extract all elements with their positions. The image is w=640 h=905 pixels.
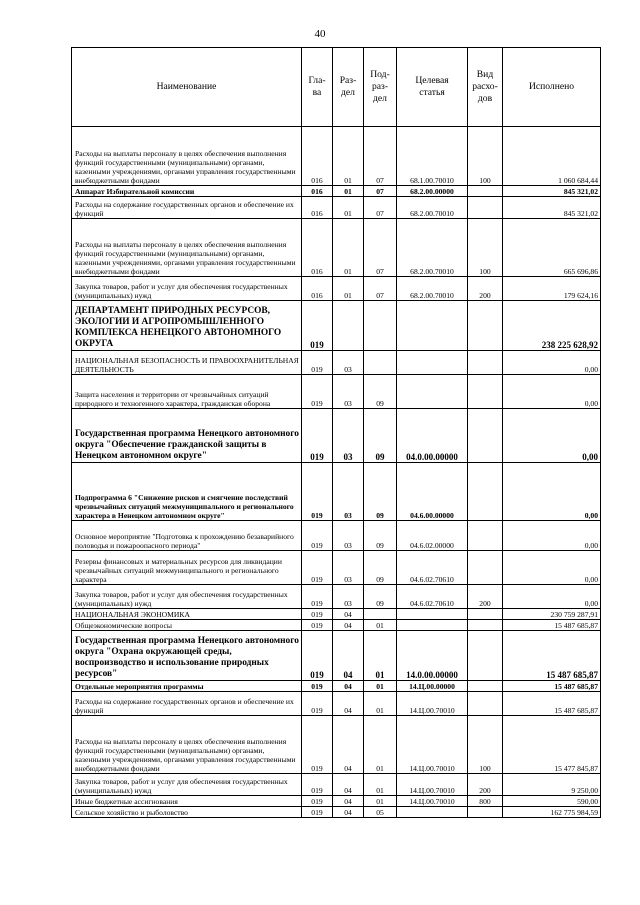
cell-ispolneno: 845 321,02 <box>503 197 601 219</box>
cell-name: Основное мероприятие "Подготовка к прохождению безаварийного половодья и пожароопасного периода" <box>72 521 302 551</box>
cell-podrazdel: 01 <box>364 796 397 807</box>
table-row <box>72 609 601 620</box>
page-number: 40 <box>314 28 326 40</box>
table-row <box>72 127 601 186</box>
cell-name: НАЦИОНАЛЬНАЯ ЭКОНОМИКА <box>72 609 302 620</box>
table-row <box>72 774 601 796</box>
cell-ispolneno: 0,00 <box>503 585 601 609</box>
cell-glava: 019 <box>302 692 333 716</box>
cell-name: Подпрограмма 6 "Снижение рисков и смягчение последствий чрезвычайных ситуаций межмуниципального и регионального характера в Ненецком автономном округе" <box>72 463 302 521</box>
cell-podrazdel <box>364 301 397 351</box>
cell-tselevaya-statya: 14.Ц.00.00000 <box>397 681 468 692</box>
cell-podrazdel: 05 <box>364 807 397 818</box>
cell-tselevaya-statya: 68.2.00.70010 <box>397 219 468 277</box>
cell-glava: 016 <box>302 186 333 197</box>
cell-glava: 019 <box>302 807 333 818</box>
cell-razdel: 01 <box>333 197 364 219</box>
cell-ispolneno: 0,00 <box>503 351 601 375</box>
cell-podrazdel: 07 <box>364 197 397 219</box>
budget-table <box>71 47 601 818</box>
header-razdel: Раз- дел <box>333 48 364 127</box>
cell-podrazdel: 09 <box>364 375 397 409</box>
cell-razdel: 03 <box>333 375 364 409</box>
cell-glava: 019 <box>302 716 333 774</box>
cell-vid-raskhodov <box>468 351 503 375</box>
cell-tselevaya-statya: 68.2.00.70010 <box>397 277 468 301</box>
table-row <box>72 620 601 631</box>
cell-podrazdel: 07 <box>364 277 397 301</box>
cell-glava: 019 <box>302 351 333 375</box>
cell-name: Расходы на содержание государственных органов и обеспечение их функций <box>72 692 302 716</box>
cell-vid-raskhodov <box>468 197 503 219</box>
cell-podrazdel: 09 <box>364 409 397 463</box>
cell-razdel: 04 <box>333 807 364 818</box>
cell-razdel: 04 <box>333 774 364 796</box>
cell-podrazdel: 01 <box>364 620 397 631</box>
cell-podrazdel: 01 <box>364 774 397 796</box>
cell-tselevaya-statya <box>397 620 468 631</box>
cell-vid-raskhodov <box>468 631 503 681</box>
cell-glava: 019 <box>302 585 333 609</box>
cell-glava: 016 <box>302 127 333 186</box>
table-row <box>72 351 601 375</box>
table-row <box>72 186 601 197</box>
cell-vid-raskhodov: 800 <box>468 796 503 807</box>
cell-name: Закупка товаров, работ и услуг для обеспечения государственных (муниципальных) нужд <box>72 585 302 609</box>
cell-ispolneno: 0,00 <box>503 551 601 585</box>
cell-name: Расходы на содержание государственных органов и обеспечение их функций <box>72 197 302 219</box>
cell-tselevaya-statya: 68.1.00.70010 <box>397 127 468 186</box>
cell-razdel <box>333 301 364 351</box>
cell-vid-raskhodov <box>468 551 503 585</box>
cell-podrazdel: 09 <box>364 463 397 521</box>
cell-glava: 019 <box>302 681 333 692</box>
cell-glava: 016 <box>302 197 333 219</box>
cell-razdel: 01 <box>333 219 364 277</box>
cell-tselevaya-statya: 68.2.00.70010 <box>397 197 468 219</box>
cell-tselevaya-statya: 68.2.00.00000 <box>397 186 468 197</box>
cell-podrazdel: 01 <box>364 716 397 774</box>
cell-vid-raskhodov: 200 <box>468 585 503 609</box>
cell-glava: 019 <box>302 796 333 807</box>
cell-ispolneno: 845 321,02 <box>503 186 601 197</box>
cell-name: Резервы финансовых и материальных ресурсов для ликвидации чрезвычайных ситуаций межмуниципального и регионального характера <box>72 551 302 585</box>
cell-razdel: 03 <box>333 463 364 521</box>
cell-vid-raskhodov <box>468 301 503 351</box>
cell-ispolneno: 15 477 845,87 <box>503 716 601 774</box>
table-row <box>72 807 601 818</box>
cell-razdel: 03 <box>333 585 364 609</box>
table-row <box>72 521 601 551</box>
table-row <box>72 409 601 463</box>
cell-name: Сельское хозяйство и рыболовство <box>72 807 302 818</box>
cell-razdel: 03 <box>333 521 364 551</box>
cell-ispolneno: 179 624,16 <box>503 277 601 301</box>
table-header-row <box>72 48 601 127</box>
cell-razdel: 04 <box>333 692 364 716</box>
cell-name: Защита населения и территории от чрезвычайных ситуаций природного и техногенного характера, гражданская оборона <box>72 375 302 409</box>
cell-name: Расходы на выплаты персоналу в целях обеспечения выполнения функций государственными (муниципальными) органами, казенными учреждениями, органами управления государственными внебюджетными фондами <box>72 716 302 774</box>
cell-razdel: 03 <box>333 351 364 375</box>
cell-glava: 019 <box>302 375 333 409</box>
cell-tselevaya-statya: 14.Ц.00.70010 <box>397 774 468 796</box>
cell-ispolneno: 15 487 685,87 <box>503 692 601 716</box>
cell-glava: 019 <box>302 463 333 521</box>
cell-glava: 019 <box>302 774 333 796</box>
cell-ispolneno: 15 487 685,87 <box>503 620 601 631</box>
cell-razdel: 04 <box>333 681 364 692</box>
cell-razdel: 04 <box>333 620 364 631</box>
cell-name: Аппарат Избирательной комиссии <box>72 186 302 197</box>
cell-glava: 016 <box>302 277 333 301</box>
cell-tselevaya-statya: 14.Ц.00.70010 <box>397 692 468 716</box>
cell-tselevaya-statya <box>397 807 468 818</box>
cell-vid-raskhodov: 200 <box>468 774 503 796</box>
cell-ispolneno: 665 696,86 <box>503 219 601 277</box>
cell-vid-raskhodov: 100 <box>468 127 503 186</box>
cell-tselevaya-statya: 14.Ц.00.70010 <box>397 796 468 807</box>
cell-vid-raskhodov <box>468 375 503 409</box>
cell-vid-raskhodov: 200 <box>468 277 503 301</box>
cell-tselevaya-statya: 14.0.00.00000 <box>397 631 468 681</box>
cell-glava: 019 <box>302 521 333 551</box>
cell-razdel: 04 <box>333 796 364 807</box>
cell-razdel: 03 <box>333 409 364 463</box>
cell-tselevaya-statya: 14.Ц.00.70010 <box>397 716 468 774</box>
cell-vid-raskhodov <box>468 521 503 551</box>
cell-name: Общеэкономические вопросы <box>72 620 302 631</box>
cell-glava: 019 <box>302 409 333 463</box>
cell-name: Государственная программа Ненецкого автономного округа "Обеспечение гражданской защиты в Ненецком автономном округе" <box>72 409 302 463</box>
cell-podrazdel: 07 <box>364 186 397 197</box>
cell-razdel: 03 <box>333 551 364 585</box>
cell-vid-raskhodov <box>468 609 503 620</box>
cell-vid-raskhodov <box>468 692 503 716</box>
cell-ispolneno: 1 060 684,44 <box>503 127 601 186</box>
cell-podrazdel: 01 <box>364 631 397 681</box>
cell-podrazdel: 01 <box>364 681 397 692</box>
cell-ispolneno: 0,00 <box>503 375 601 409</box>
cell-glava: 016 <box>302 219 333 277</box>
cell-podrazdel: 09 <box>364 551 397 585</box>
cell-ispolneno: 590,00 <box>503 796 601 807</box>
cell-podrazdel <box>364 609 397 620</box>
cell-tselevaya-statya: 04.6.02.70610 <box>397 585 468 609</box>
table-row <box>72 301 601 351</box>
cell-razdel: 01 <box>333 277 364 301</box>
cell-vid-raskhodov <box>468 409 503 463</box>
table-row <box>72 463 601 521</box>
cell-tselevaya-statya: 04.6.02.70610 <box>397 551 468 585</box>
cell-vid-raskhodov: 100 <box>468 716 503 774</box>
cell-name: Государственная программа Ненецкого автономного округа "Охрана окружающей среды, воспроизводство и использование природных ресурсов" <box>72 631 302 681</box>
table-body <box>72 127 601 818</box>
cell-name: НАЦИОНАЛЬНАЯ БЕЗОПАСНОСТЬ И ПРАВООХРАНИТЕЛЬНАЯ ДЕЯТЕЛЬНОСТЬ <box>72 351 302 375</box>
table-row <box>72 551 601 585</box>
cell-razdel: 01 <box>333 127 364 186</box>
cell-ispolneno: 0,00 <box>503 463 601 521</box>
cell-podrazdel: 01 <box>364 692 397 716</box>
cell-glava: 019 <box>302 620 333 631</box>
cell-razdel: 04 <box>333 631 364 681</box>
cell-ispolneno: 162 775 984,59 <box>503 807 601 818</box>
table-row <box>72 375 601 409</box>
cell-tselevaya-statya <box>397 375 468 409</box>
header-vid-raskhodov: Вид расхо- дов <box>468 48 503 127</box>
cell-ispolneno: 15 487 685,87 <box>503 681 601 692</box>
cell-ispolneno: 15 487 685,87 <box>503 631 601 681</box>
header-tselevaya-statya: Целевая статья <box>397 48 468 127</box>
header-podrazdel: Под- раз- дел <box>364 48 397 127</box>
cell-razdel: 04 <box>333 716 364 774</box>
cell-glava: 019 <box>302 609 333 620</box>
cell-podrazdel: 07 <box>364 219 397 277</box>
table-row <box>72 631 601 681</box>
cell-podrazdel: 09 <box>364 585 397 609</box>
header-glava: Гла- ва <box>302 48 333 127</box>
cell-razdel: 01 <box>333 186 364 197</box>
cell-vid-raskhodov <box>468 620 503 631</box>
cell-ispolneno: 0,00 <box>503 521 601 551</box>
cell-tselevaya-statya: 04.0.00.00000 <box>397 409 468 463</box>
cell-tselevaya-statya <box>397 609 468 620</box>
cell-name: Расходы на выплаты персоналу в целях обеспечения выполнения функций государственными (муниципальными) органами, казенными учреждениями, органами управления государственными внебюджетными фондами <box>72 127 302 186</box>
cell-name: Расходы на выплаты персоналу в целях обеспечения выполнения функций государственными (муниципальными) органами, казенными учреждениями, органами управления государственными внебюджетными фондами <box>72 219 302 277</box>
table-row <box>72 692 601 716</box>
cell-vid-raskhodov <box>468 186 503 197</box>
cell-podrazdel <box>364 351 397 375</box>
table-row <box>72 219 601 277</box>
cell-podrazdel: 09 <box>364 521 397 551</box>
cell-glava: 019 <box>302 301 333 351</box>
cell-name: ДЕПАРТАМЕНТ ПРИРОДНЫХ РЕСУРСОВ, ЭКОЛОГИИ И АГРОПРОМЫШЛЕННОГО КОМПЛЕКСА НЕНЕЦКОГО АВТОНОМНОГО ОКРУГА <box>72 301 302 351</box>
cell-glava: 019 <box>302 551 333 585</box>
cell-vid-raskhodov <box>468 807 503 818</box>
cell-vid-raskhodov <box>468 463 503 521</box>
cell-ispolneno: 9 250,00 <box>503 774 601 796</box>
cell-glava: 019 <box>302 631 333 681</box>
cell-vid-raskhodov: 100 <box>468 219 503 277</box>
cell-ispolneno: 230 759 287,91 <box>503 609 601 620</box>
table-row <box>72 197 601 219</box>
table-row <box>72 585 601 609</box>
cell-vid-raskhodov <box>468 681 503 692</box>
cell-ispolneno: 238 225 628,92 <box>503 301 601 351</box>
cell-podrazdel: 07 <box>364 127 397 186</box>
header-ispolneno: Исполнено <box>503 48 601 127</box>
table-row <box>72 716 601 774</box>
header-name: Наименование <box>72 48 302 127</box>
cell-razdel: 04 <box>333 609 364 620</box>
cell-tselevaya-statya <box>397 351 468 375</box>
table-row <box>72 681 601 692</box>
cell-tselevaya-statya <box>397 301 468 351</box>
cell-tselevaya-statya: 04.6.02.00000 <box>397 521 468 551</box>
cell-name: Закупка товаров, работ и услуг для обеспечения государственных (муниципальных) нужд <box>72 774 302 796</box>
cell-name: Отдельные мероприятия программы <box>72 681 302 692</box>
table-row <box>72 277 601 301</box>
cell-name: Закупка товаров, работ и услуг для обеспечения государственных (муниципальных) нужд <box>72 277 302 301</box>
table-row <box>72 796 601 807</box>
cell-ispolneno: 0,00 <box>503 409 601 463</box>
cell-tselevaya-statya: 04.6.00.00000 <box>397 463 468 521</box>
cell-name: Иные бюджетные ассигнования <box>72 796 302 807</box>
